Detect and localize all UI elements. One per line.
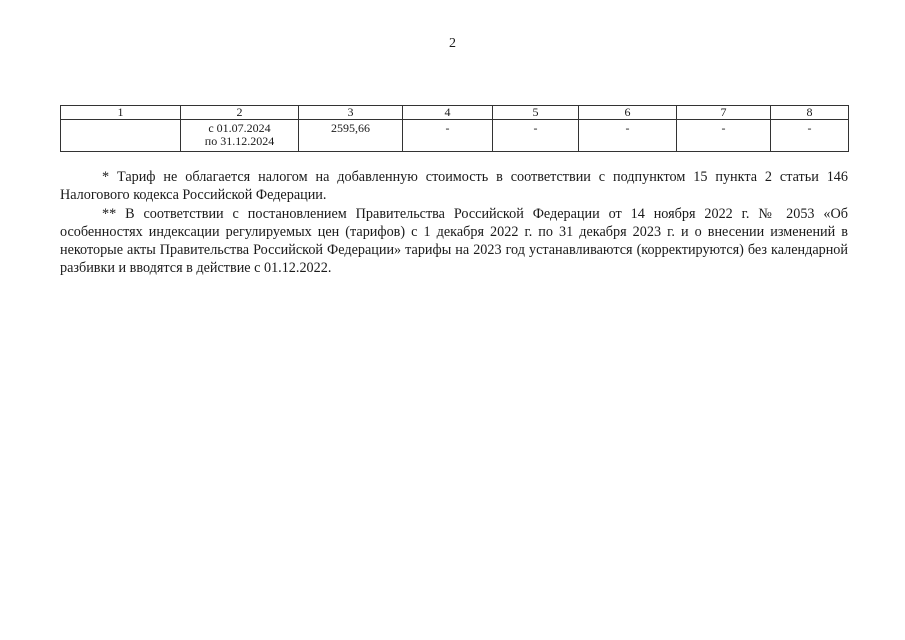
period-to: по 31.12.2024 — [204, 134, 275, 148]
page-number: 2 — [449, 36, 456, 51]
footnote-vat: * Тариф не облагается налогом на добавленную стоимость в соответствии с подпунктом 15 пункта 2 статьи 146 Налогового кодекса Российской Федерации. — [60, 169, 848, 204]
cell-col8: - — [771, 120, 849, 152]
table-row — [61, 120, 849, 152]
cell-empty — [61, 120, 181, 152]
period-from: с 01.07.2024 — [208, 121, 271, 135]
footnote-government-decree: ** В соответствии с постановлением Правительства Российской Федерации от 14 ноября 2022 г. № 2053 «Об особенностях индексации регулируемых цен (тарифов) с 1 декабря 2022 г. по 31 декабря 2023 г. и о внесении изменений в некоторые акты Правительства Российской Федерации» тарифы на 2023 год устанавливаются (корректируются) без календарной разбивки и вводятся в действие с 01.12.2022. — [60, 205, 848, 277]
header-cell-1: 1 — [61, 106, 181, 120]
header-cell-2: 2 — [181, 106, 299, 120]
table-header-row — [61, 106, 849, 120]
header-cell-4: 4 — [403, 106, 493, 120]
footnotes — [60, 168, 848, 278]
tariff-table — [60, 105, 849, 152]
header-cell-7: 7 — [677, 106, 771, 120]
header-cell-5: 5 — [493, 106, 579, 120]
cell-period — [181, 120, 299, 152]
cell-col4: - — [403, 120, 493, 152]
header-cell-8: 8 — [771, 106, 849, 120]
cell-col5: - — [493, 120, 579, 152]
cell-col6: - — [579, 120, 677, 152]
cell-col7: - — [677, 120, 771, 152]
cell-tariff-value: 2595,66 — [299, 120, 403, 152]
header-cell-3: 3 — [299, 106, 403, 120]
header-cell-6: 6 — [579, 106, 677, 120]
